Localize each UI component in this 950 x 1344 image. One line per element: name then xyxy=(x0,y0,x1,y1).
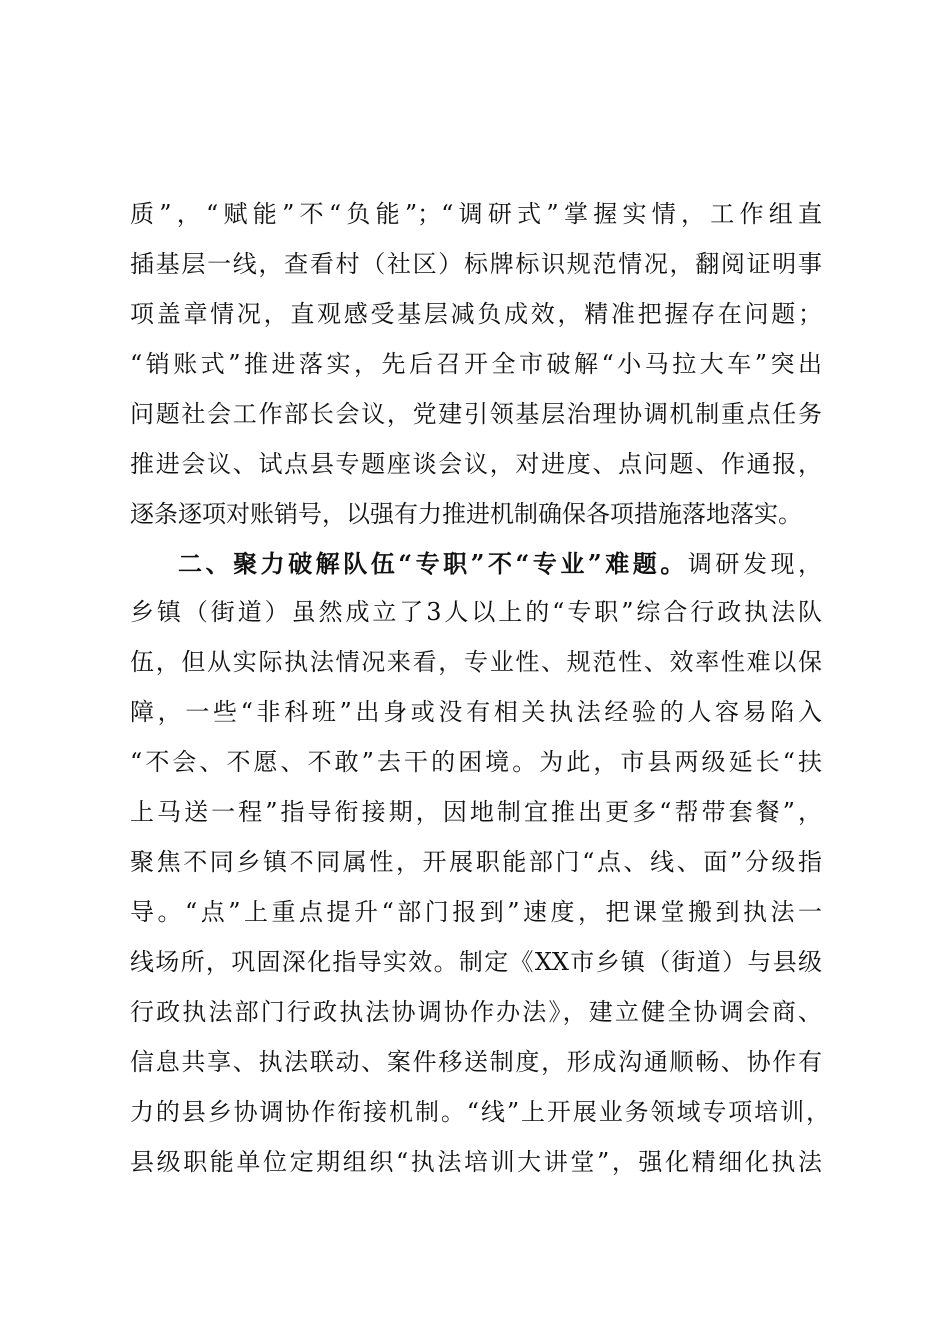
text-line: 信息共享、执法联动、案件移送制度，形成沟通顺畅、协作有 xyxy=(130,1048,822,1076)
text-line: 行政执法部门行政执法协调协作办法》，建立健全协调会商、 xyxy=(130,998,822,1026)
text-line: 县级职能单位定期组织“执法培训大讲堂”，强化精细化执法 xyxy=(130,1148,822,1176)
text-line: 质”，“赋能”不“负能”；“调研式”掌握实情，工作组直 xyxy=(130,200,822,228)
text-line: 力的县乡协调协作衔接机制。“线”上开展业务领域专项培训， xyxy=(130,1098,830,1126)
text-line: 推进会议、试点县专题座谈会议，对进度、点问题、作通报， xyxy=(130,450,822,478)
text-line: 插基层一线，查看村（社区）标牌标识规范情况，翻阅证明事 xyxy=(130,250,822,278)
text-line: 乡镇（街道）虽然成立了3人以上的“专职”综合行政执法队 xyxy=(130,598,822,626)
text-line: 障，一些“非科班”出身或没有相关执法经验的人容易陷入 xyxy=(130,698,822,726)
text-line: “销账式”推进落实，先后召开全市破解“小马拉大车”突出 xyxy=(130,350,822,378)
text-line: 线场所，巩固深化指导实效。制定《XX市乡镇（街道）与县级 xyxy=(130,948,822,976)
text-line: 项盖章情况，直观感受基层减负成效，精准把握存在问题； xyxy=(130,300,822,328)
text-line: 逐条逐项对账销号，以强有力推进机制确保各项措施落地落实。 xyxy=(130,500,802,528)
text-line: “不会、不愿、不敢”去干的困境。为此，市县两级延长“扶 xyxy=(130,748,822,776)
text-line: 问题社会工作部长会议，党建引领基层治理协调机制重点任务 xyxy=(130,400,822,428)
text-line: 聚焦不同乡镇不同属性，开展职能部门“点、线、面”分级指 xyxy=(130,848,822,876)
text-line: 导。“点”上重点提升“部门报到”速度，把课堂搬到执法一 xyxy=(130,898,822,926)
heading-continuation: 调研发现， xyxy=(687,550,823,578)
text-line: 上马送一程”指导衔接期，因地制宜推出更多“帮带套餐”， xyxy=(130,798,822,826)
text-line xyxy=(178,547,822,581)
text-line: 伍，但从实际执法情况来看，专业性、规范性、效率性难以保 xyxy=(130,648,822,676)
section-heading: 二、聚力破解队伍“专职”不“专业”难题。 xyxy=(178,549,688,578)
